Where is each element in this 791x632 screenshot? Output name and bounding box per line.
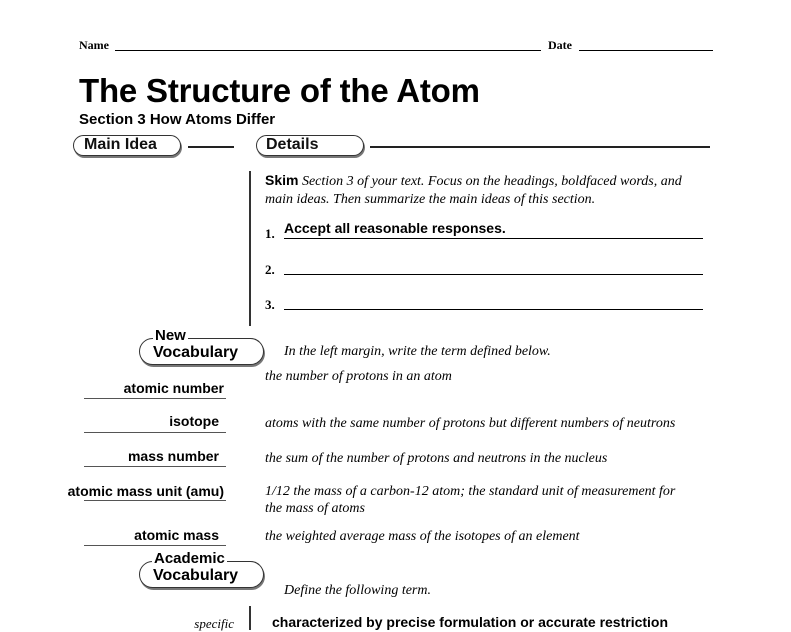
def-atomic-number: the number of protons in an atom	[265, 369, 452, 384]
item-number-3: 3.	[265, 297, 275, 312]
new-vocabulary-bottom: Vocabulary	[153, 344, 239, 361]
answer-text-1: Accept all reasonable responses.	[284, 220, 506, 236]
term-line-5[interactable]	[84, 545, 226, 546]
term-line-4[interactable]	[84, 500, 226, 501]
page-title: The Structure of the Atom	[79, 72, 480, 109]
def-isotope: atoms with the same number of protons but different numbers of neutrons	[265, 416, 676, 431]
skim-text-line1: Section 3 of your text. Focus on the headings, boldfaced words, and	[301, 174, 682, 189]
term-mass-number: mass number	[127, 448, 219, 464]
def-amu-line1: 1/12 the mass of a carbon-12 atom; the standard unit of measurement for	[265, 484, 676, 499]
academic-vocabulary-top: Academic	[154, 550, 225, 567]
column-divider-bottom	[249, 606, 251, 630]
def-atomic-mass: the weighted average mass of the isotopes of an element	[265, 529, 580, 544]
def-amu-line2: the mass of atoms	[265, 501, 365, 516]
term-line-1[interactable]	[84, 398, 226, 399]
details-rule	[370, 146, 710, 148]
details-label: Details	[266, 136, 319, 153]
term-isotope: isotope	[169, 413, 219, 429]
term-atomic-mass-unit: atomic mass unit (amu)	[67, 483, 224, 499]
academic-vocabulary-bottom: Vocabulary	[153, 567, 239, 584]
skim-instructions	[265, 171, 715, 209]
answer-line-2[interactable]	[284, 274, 703, 275]
def-mass-number: the sum of the number of protons and neutrons in the nucleus	[265, 451, 608, 466]
date-label: Date	[548, 38, 572, 52]
name-field[interactable]	[115, 50, 541, 51]
details-header	[256, 135, 364, 156]
academic-term: specific	[194, 616, 234, 631]
term-line-3[interactable]	[84, 466, 226, 467]
column-divider-top	[249, 171, 251, 326]
answer-line-1[interactable]	[284, 238, 703, 239]
new-vocab-instruction: In the left margin, write the term defined below.	[284, 344, 551, 359]
main-idea-label: Main Idea	[84, 136, 157, 153]
term-atomic-number: atomic number	[123, 380, 224, 396]
term-atomic-mass: atomic mass	[134, 527, 219, 543]
name-label: Name	[79, 38, 109, 52]
academic-definition: characterized by precise formulation or accurate restriction	[272, 614, 669, 630]
section-subtitle: Section 3 How Atoms Differ	[79, 111, 276, 128]
term-line-2[interactable]	[84, 432, 226, 433]
main-idea-rule	[188, 146, 234, 148]
answer-line-3[interactable]	[284, 309, 703, 310]
main-idea-header	[73, 135, 181, 156]
item-number-2: 2.	[265, 262, 275, 277]
skim-text-line2: main ideas. Then summarize the main ideas of this section.	[265, 192, 596, 207]
new-vocabulary-top: New	[155, 327, 186, 344]
skim-lead: Skim	[265, 172, 299, 188]
item-number-1: 1.	[265, 226, 275, 241]
def-atomic-mass-unit	[265, 483, 675, 517]
academic-vocab-instruction: Define the following term.	[284, 583, 431, 598]
date-field[interactable]	[579, 50, 713, 51]
